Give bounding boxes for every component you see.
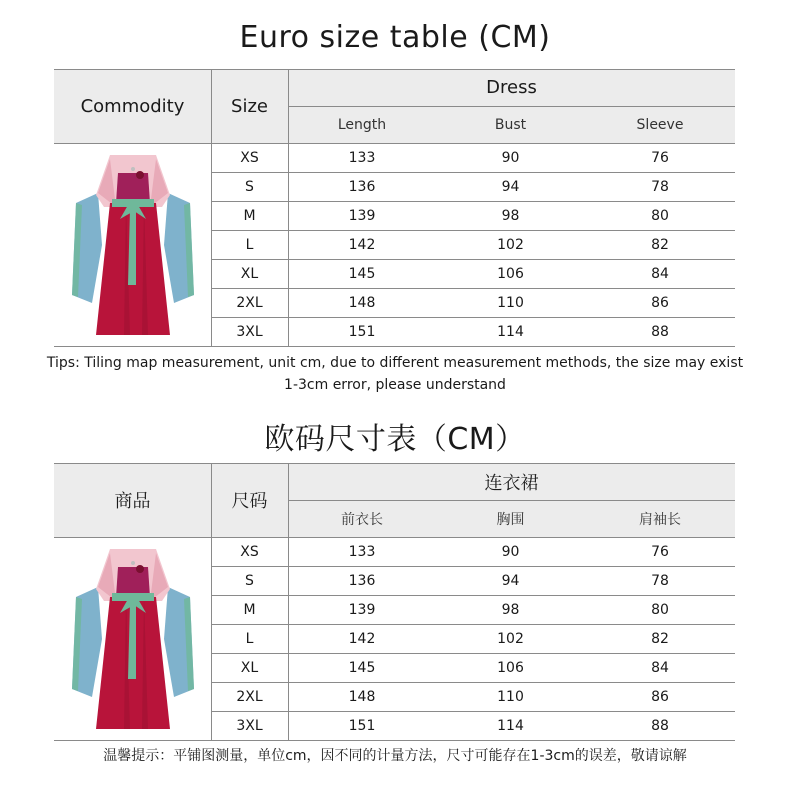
en-grid-hline	[211, 201, 735, 202]
cn-commodity-image	[54, 537, 211, 740]
en-sleeve-cell: 86	[651, 294, 669, 311]
cn-bust-cell: 98	[501, 601, 520, 618]
cn-grid-hline	[211, 566, 735, 567]
en-bust-cell: 114	[497, 323, 524, 340]
cn-size-cell: L	[245, 630, 254, 647]
cn-bust-cell: 110	[497, 688, 524, 705]
cn-bust-cell: 114	[497, 717, 524, 734]
en-sleeve-cell: 78	[651, 178, 669, 195]
cn-length-cell: 151	[348, 717, 376, 734]
en-length-cell: 142	[348, 236, 376, 253]
en-sleeve-cell: 82	[651, 236, 669, 253]
cn-length-cell: 145	[348, 659, 376, 676]
cn-length-cell: 142	[348, 630, 376, 647]
cn-grid-hline	[211, 595, 735, 596]
en-grid-hline	[288, 106, 735, 107]
en-size-cell: S	[245, 178, 254, 195]
cn-grid-vline	[211, 463, 212, 740]
en-grid-hline	[211, 317, 735, 318]
en-size-cell: 3XL	[236, 323, 263, 340]
en-length-cell: 145	[348, 265, 376, 282]
cn-bust-cell: 106	[497, 659, 524, 676]
cn-sleeve-cell: 84	[651, 659, 669, 676]
cn-header-size: 尺码	[231, 491, 268, 512]
en-grid-hline	[211, 230, 735, 231]
en-header-bust: Bust	[494, 116, 527, 133]
cn-bust-cell: 94	[501, 572, 520, 589]
dress-illustration	[58, 145, 208, 345]
en-size-cell: XS	[240, 149, 259, 166]
en-size-cell: 2XL	[236, 294, 263, 311]
chinese-tips: 温馨提示：平铺图测量，单位cm，因不同的计量方法，尺寸可能存在1-3cm的误差，敬请谅解	[103, 748, 687, 764]
en-grid-hline	[211, 288, 735, 289]
cn-sleeve-cell: 82	[651, 630, 669, 647]
cn-sleeve-cell: 80	[651, 601, 669, 618]
en-length-cell: 151	[348, 323, 376, 340]
en-header-sleeve: Sleeve	[636, 116, 684, 133]
cn-grid-hline	[54, 537, 735, 538]
english-title: Euro size table (CM)	[239, 20, 551, 55]
en-length-cell: 133	[348, 149, 376, 166]
en-bust-cell: 94	[501, 178, 520, 195]
en-grid-hline	[54, 143, 735, 144]
cn-header-sleeve: 肩袖长	[639, 511, 681, 528]
cn-size-cell: 2XL	[236, 688, 263, 705]
en-grid-vline	[288, 69, 289, 346]
cn-grid-hline	[54, 463, 735, 464]
dress-illustration	[58, 539, 208, 739]
cn-size-cell: XS	[240, 543, 259, 560]
en-header-size: Size	[231, 95, 268, 117]
en-size-cell: XL	[240, 265, 259, 282]
english-tips: Tips: Tiling map measurement, unit cm, due to different measurement methods, the size may exist 1-3cm error, please understand	[46, 355, 744, 393]
cn-sleeve-cell: 78	[651, 572, 669, 589]
cn-bust-cell: 102	[497, 630, 524, 647]
en-length-cell: 136	[348, 178, 376, 195]
cn-sleeve-cell: 76	[651, 543, 669, 560]
en-grid-vline	[211, 69, 212, 346]
cn-size-cell: 3XL	[236, 717, 263, 734]
en-grid-hline	[54, 69, 735, 70]
chinese-size-table	[54, 463, 735, 740]
cn-sleeve-cell: 88	[651, 717, 669, 734]
english-size-table	[54, 69, 735, 346]
cn-size-cell: M	[243, 601, 256, 618]
cn-size-cell: S	[245, 572, 254, 589]
en-grid-hline	[211, 259, 735, 260]
cn-length-cell: 148	[348, 688, 376, 705]
en-header-commodity: Commodity	[80, 95, 185, 117]
cn-length-cell: 139	[348, 601, 376, 618]
cn-length-cell: 133	[348, 543, 376, 560]
cn-header-bust: 胸围	[496, 511, 525, 528]
cn-header-commodity: 商品	[114, 491, 151, 512]
en-sleeve-cell: 88	[651, 323, 669, 340]
en-length-cell: 139	[348, 207, 376, 224]
cn-grid-hline	[211, 653, 735, 654]
cn-sleeve-cell: 86	[651, 688, 669, 705]
cn-length-cell: 136	[348, 572, 376, 589]
cn-grid-hline	[211, 711, 735, 712]
en-bust-cell: 98	[501, 207, 520, 224]
cn-grid-hline	[288, 500, 735, 501]
en-sleeve-cell: 76	[651, 149, 669, 166]
en-sleeve-cell: 84	[651, 265, 669, 282]
cn-header-dress: 连衣裙	[484, 472, 539, 494]
en-bust-cell: 110	[497, 294, 524, 311]
cn-grid-hline	[54, 740, 735, 741]
chinese-title: 欧码尺寸表（CM）	[264, 422, 526, 457]
cn-grid-hline	[211, 624, 735, 625]
cn-header-length: 前衣长	[341, 511, 383, 528]
cn-grid-hline	[211, 682, 735, 683]
en-length-cell: 148	[348, 294, 376, 311]
en-bust-cell: 106	[497, 265, 524, 282]
en-size-cell: M	[243, 207, 256, 224]
en-grid-hline	[211, 172, 735, 173]
en-header-dress: Dress	[486, 77, 537, 98]
en-size-cell: L	[245, 236, 254, 253]
cn-bust-cell: 90	[501, 543, 520, 560]
en-grid-hline	[54, 346, 735, 347]
cn-size-cell: XL	[240, 659, 259, 676]
en-sleeve-cell: 80	[651, 207, 669, 224]
cn-grid-vline	[288, 463, 289, 740]
en-bust-cell: 90	[501, 149, 520, 166]
en-commodity-image	[54, 143, 211, 346]
en-bust-cell: 102	[497, 236, 524, 253]
en-header-length: Length	[337, 116, 387, 133]
